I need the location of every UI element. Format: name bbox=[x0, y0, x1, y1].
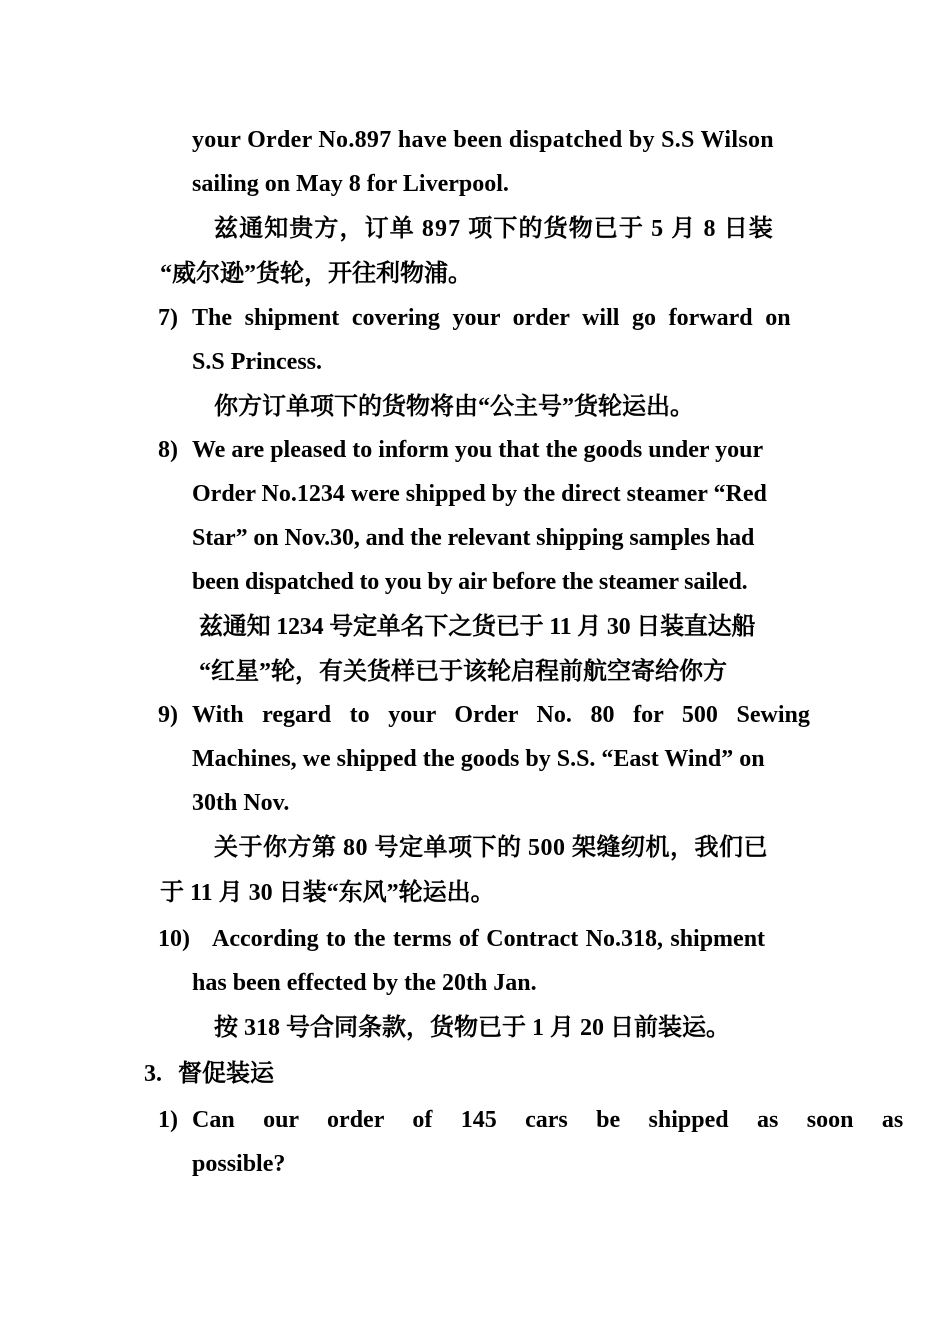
line-text: With regard to your Order No. 80 for 500 Sewing bbox=[192, 702, 810, 728]
text-line bbox=[192, 781, 950, 825]
line-text: 你方订单项下的货物将由“公主号”货轮运出。 bbox=[214, 394, 694, 420]
list-item-number: 8) bbox=[158, 437, 178, 463]
line-text: 兹通知贵方，订单 897 项下的货物已于 5 月 8 日装 bbox=[214, 216, 774, 242]
line-text: has been effected by the 20th Jan. bbox=[192, 970, 537, 996]
line-text: Star” on Nov.30, and the relevant shipping samples had bbox=[192, 525, 755, 551]
text-line bbox=[192, 1142, 950, 1186]
line-text: According to the terms of Contract No.318, shipment bbox=[212, 926, 766, 952]
text-line bbox=[199, 605, 950, 649]
line-text: S.S Princess. bbox=[192, 349, 323, 375]
text-line bbox=[192, 472, 806, 516]
text-line bbox=[160, 252, 950, 296]
section-number: 3. bbox=[144, 1061, 162, 1087]
line-text: 按 318 号合同条款，货物已于 1 月 20 日前装运。 bbox=[214, 1015, 730, 1041]
text-line bbox=[214, 1006, 950, 1050]
line-text: Can our order of 145 cars be shipped as soon as bbox=[192, 1107, 904, 1133]
text-line bbox=[192, 296, 806, 340]
line-text: your Order No.897 have been dispatched by S.S Wilson bbox=[192, 127, 774, 153]
line-text: “威尔逊”货轮，开往利物浦。 bbox=[160, 261, 472, 287]
text-line bbox=[214, 826, 950, 870]
line-text: 30th Nov. bbox=[192, 790, 290, 816]
line-text: We are pleased to inform you that the goods under your bbox=[192, 437, 764, 463]
line-text: sailing on May 8 for Liverpool. bbox=[192, 171, 509, 197]
line-text: “红星”轮，有关货样已于该轮启程前航空寄给你方 bbox=[199, 659, 727, 685]
text-line bbox=[212, 917, 806, 961]
line-text: 督促装运 bbox=[178, 1061, 274, 1087]
text-line bbox=[192, 516, 806, 560]
text-line bbox=[192, 961, 950, 1005]
text-line bbox=[192, 560, 950, 604]
text-line bbox=[192, 340, 950, 384]
line-text: 关于你方第 80 号定单项下的 500 架缝纫机，我们已 bbox=[214, 835, 768, 861]
list-item-number: 10) bbox=[158, 926, 190, 952]
line-text: Order No.1234 were shipped by the direct steamer “Red bbox=[192, 481, 767, 507]
line-text: possible? bbox=[192, 1151, 286, 1177]
text-line bbox=[192, 693, 810, 737]
list-item-number: 7) bbox=[158, 305, 178, 331]
line-text: 兹通知 1234 号定单名下之货已于 11 月 30 日装直达船 bbox=[199, 614, 756, 640]
text-line bbox=[192, 162, 950, 206]
text-line bbox=[192, 428, 806, 472]
text-line bbox=[192, 737, 806, 781]
line-text: The shipment covering your order will go forward on bbox=[192, 305, 791, 331]
line-text: been dispatched to you by air before the steamer sailed. bbox=[192, 569, 748, 595]
text-line bbox=[199, 650, 950, 694]
list-item-number: 9) bbox=[158, 702, 178, 728]
text-line bbox=[192, 1098, 904, 1142]
text-line bbox=[160, 871, 950, 915]
text-line bbox=[214, 385, 950, 429]
line-text: Machines, we shipped the goods by S.S. “East Wind” on bbox=[192, 746, 765, 772]
text-line bbox=[192, 118, 806, 162]
list-item-number: 1) bbox=[158, 1107, 178, 1133]
line-text: 于 11 月 30 日装“东风”轮运出。 bbox=[160, 880, 495, 906]
section-heading bbox=[178, 1052, 950, 1096]
text-line bbox=[214, 207, 806, 251]
